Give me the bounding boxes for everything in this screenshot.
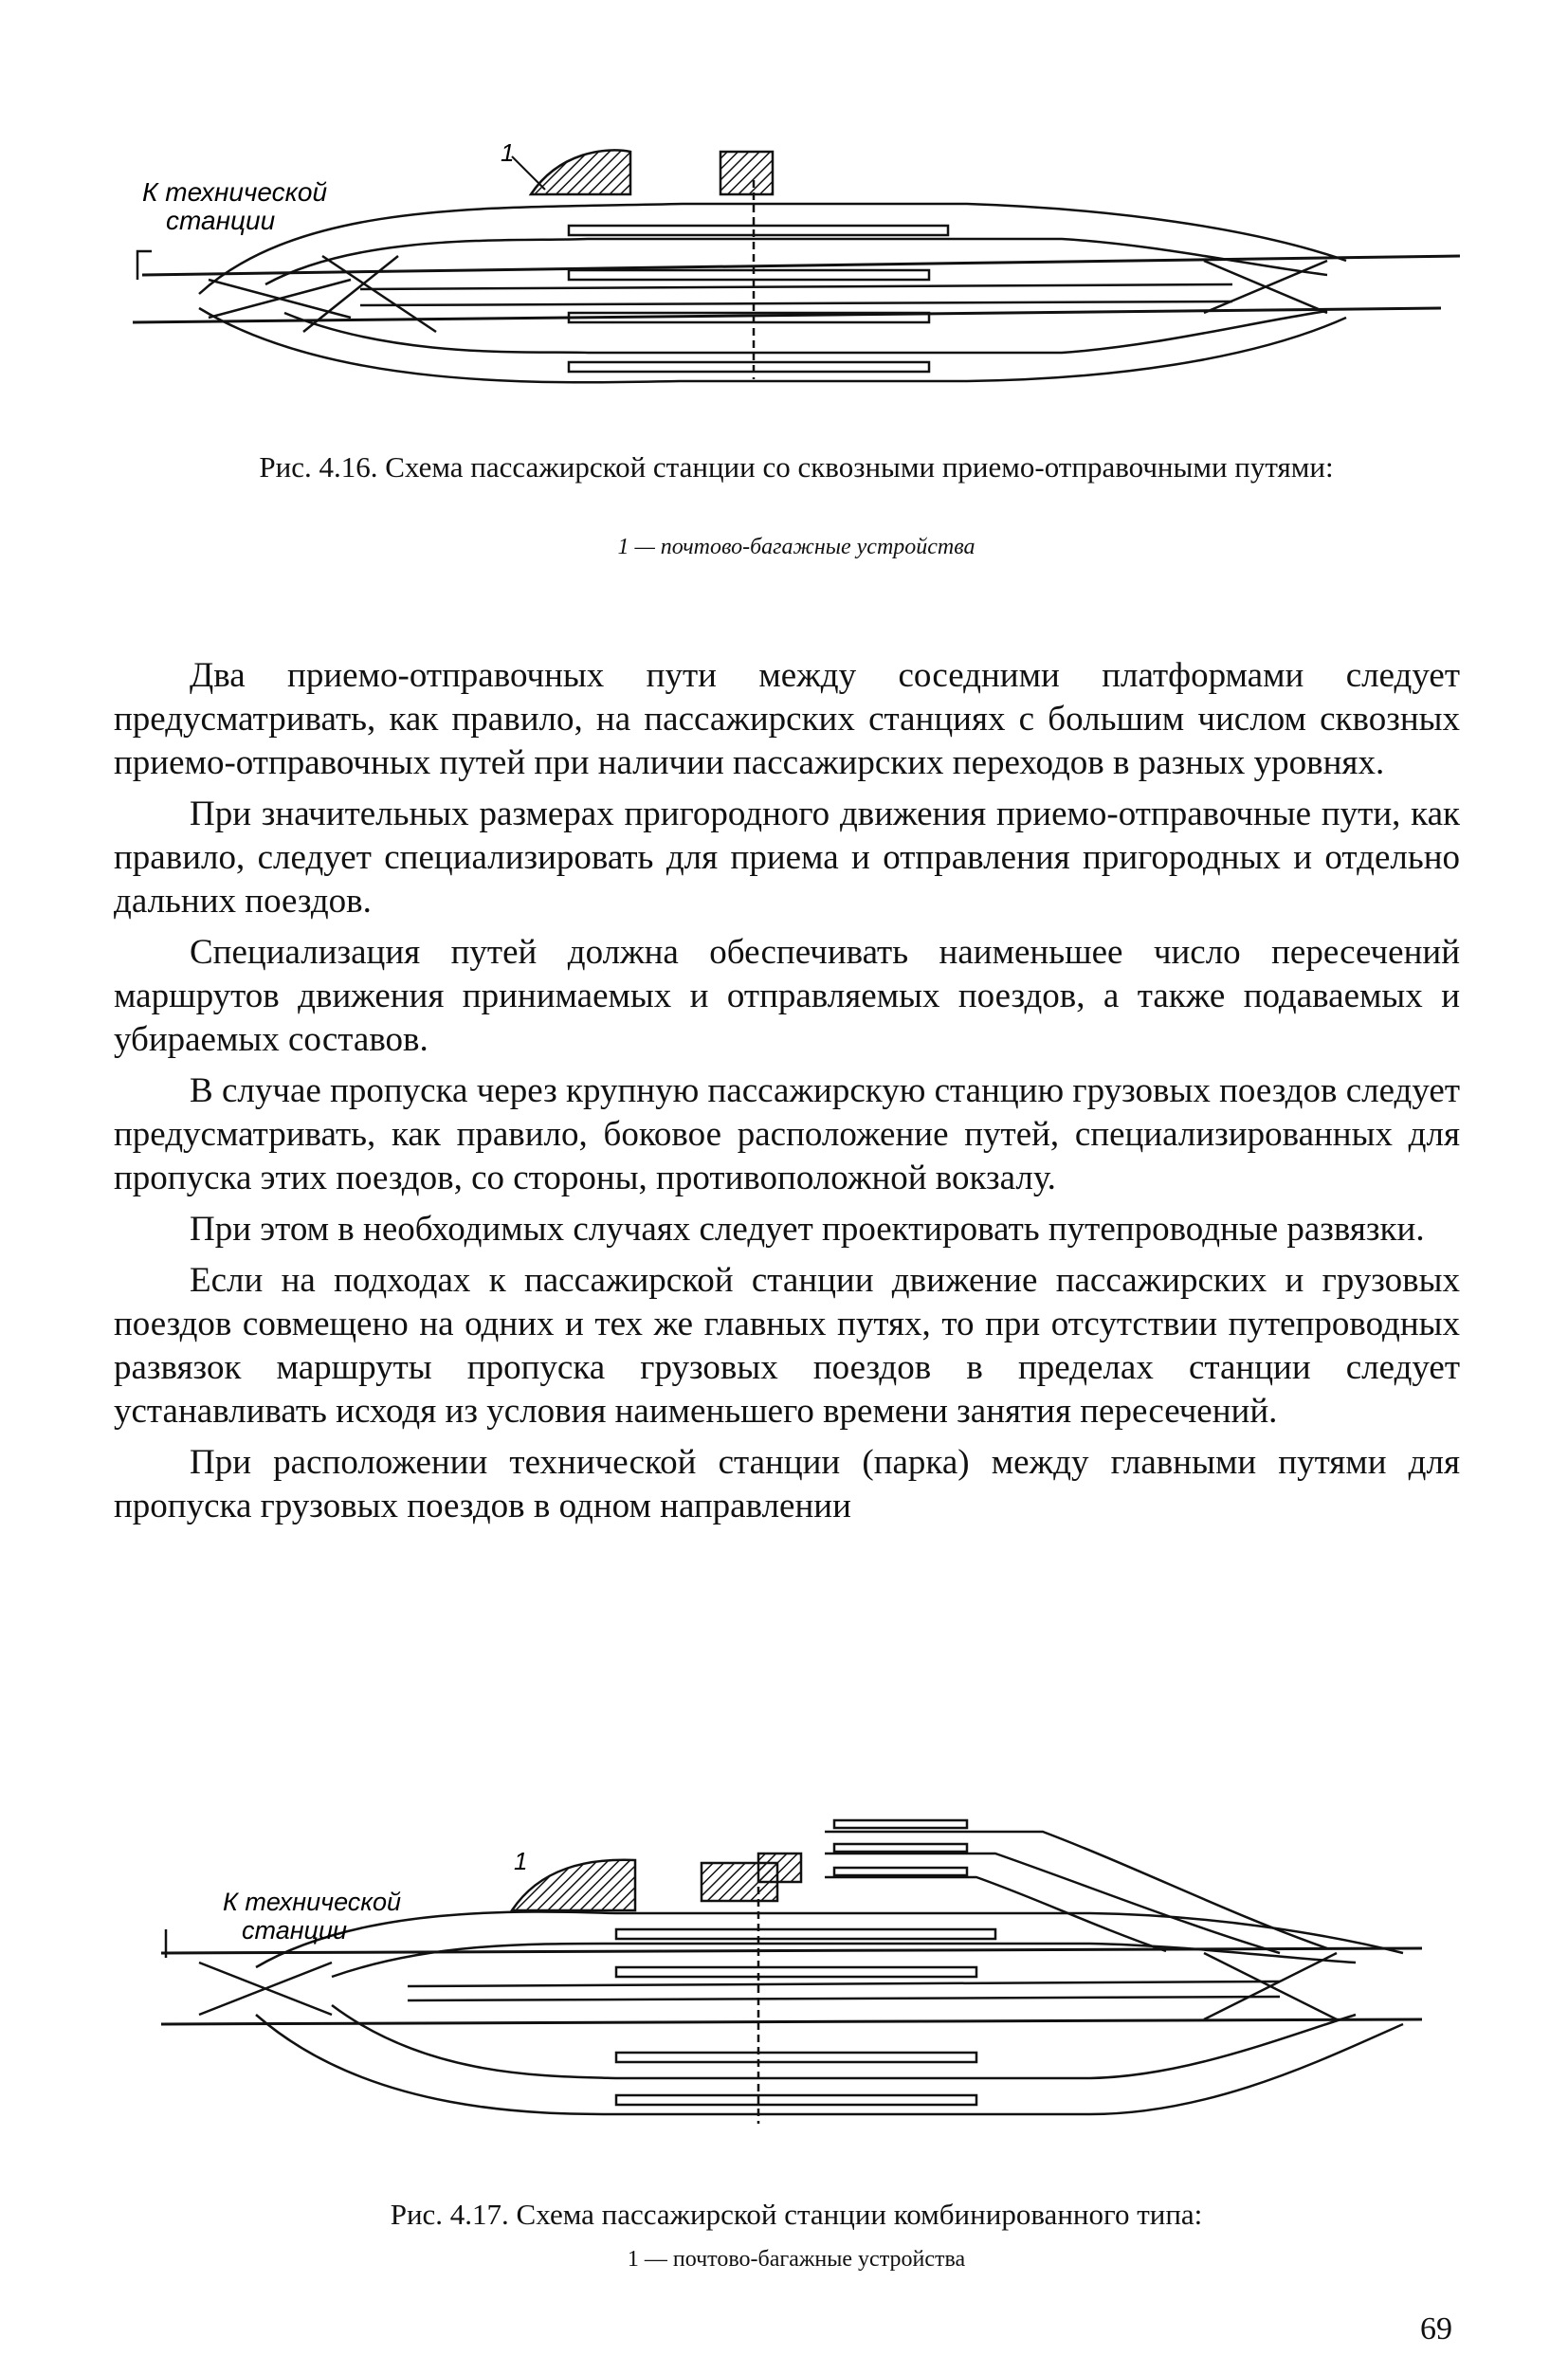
paragraph: Если на подходах к пассажирской станции движение пассажирских и грузовых поездов совмещено на одних и тех же главных путях, то при отсутствии путепроводных развязок маршруты пропуска грузовых поездов в пределах станции следует устанавливать исходя из условия наименьшего времени занятия пересечений. [114, 1261, 1460, 1431]
paragraph: В случае пропуска через крупную пассажирскую станцию грузовых поездов следует предусматривать, как правило, боковое расположение путей, специализированных для пропуска этих поездов, со стороны, противоположной вокзалу. [114, 1071, 1460, 1197]
label-station: станции [242, 1916, 348, 1945]
paragraph: При расположении технической станции (парка) между главными путями для пропуска грузовых поездов в одном направлении [114, 1443, 1460, 1525]
page-number: 69 [1420, 2311, 1452, 2347]
station-scheme-through-tracks [114, 142, 1479, 417]
paragraph: При значительных размерах пригородного движения приемо-отправочные пути, как правило, следует специализировать для приема и отправления пригородных и отдельно дальних поездов. [114, 794, 1460, 921]
station-building-icon [720, 152, 773, 194]
figure-4-16-caption: Рис. 4.16. Схема пассажирской станции со сквозными приемо-отправочными путями: [259, 450, 1334, 484]
paragraph: Специализация путей должна обеспечивать наименьшее число пересечений маршрутов движения принимаемых и отправляемых поездов, а также подаваемых и убираемых составов. [114, 933, 1460, 1059]
mail-baggage-facility-icon [512, 1860, 635, 1910]
callout-1: 1 [514, 1847, 528, 1875]
figure-4-16-legend: 1 — почтово-багажные устройства [617, 535, 975, 559]
label-station: станции [166, 206, 276, 235]
figure-4-17-caption: Рис. 4.17. Схема пассажирской станции комбинированного типа: [390, 2198, 1203, 2231]
figure-4-17-legend: 1 — почтово-багажные устройства [627, 2247, 966, 2272]
figure-4-17-diagram [142, 1811, 1460, 2152]
paragraph: При этом в необходимых случаях следует проектировать путепроводные развязки. [190, 1210, 1425, 1249]
callout-1: 1 [501, 142, 515, 167]
label-technical: К технической [142, 177, 328, 207]
mail-baggage-facility-icon [531, 150, 630, 194]
label-technical: К технической [223, 1888, 402, 1916]
figure-4-16-diagram [114, 142, 1479, 417]
station-scheme-combined [142, 1811, 1460, 2152]
body-text [114, 654, 1460, 1536]
paragraph: Два приемо-отправочных пути между соседними платформами следует предусматривать, как правило, на пассажирских станциях с большим числом сквозных приемо-отправочных путей при наличии пассажирских переходов в разных уровнях. [114, 656, 1460, 782]
